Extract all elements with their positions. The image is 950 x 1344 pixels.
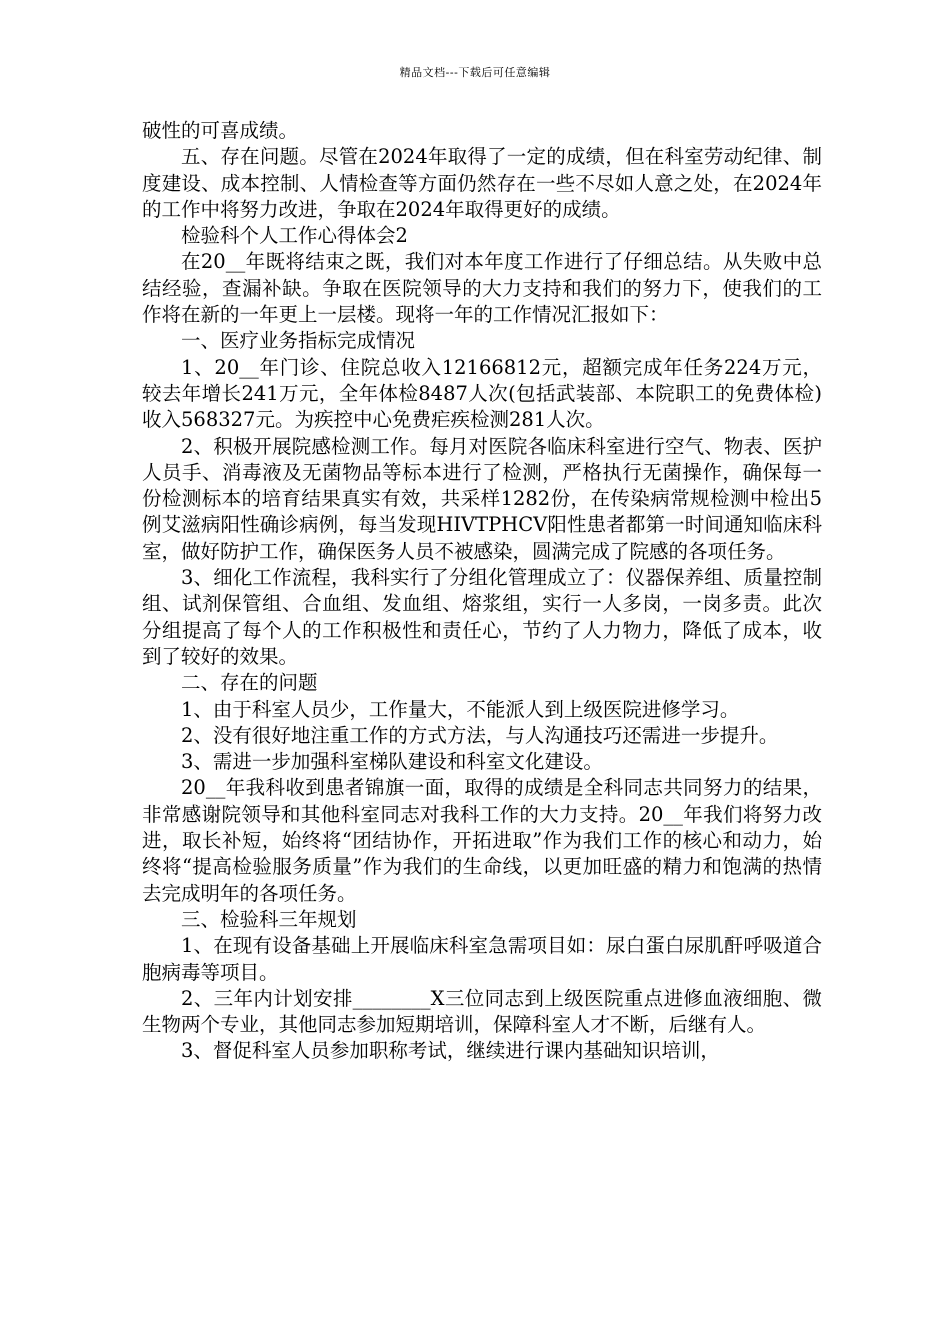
- paragraph: 3、细化工作流程，我科实行了分组化管理成立了：仪器保养组、质量控制组、试剂保管组、合血组、发血组、熔浆组，实行一人多岗，一岗多责。此次分组提高了每个人的工作积极性和责任心，节约了人力物力，降低了成本，收到了较好的效果。: [142, 566, 822, 668]
- paragraph: 1、由于科室人员少，工作量大，不能派人到上级医院进修学习。: [181, 697, 740, 721]
- page-header: 精品文档---下载后可任意编辑: [399, 66, 551, 79]
- section-heading: 三、检验科三年规划: [181, 907, 357, 931]
- paragraph: 在20__年既将结束之既，我们对本年度工作进行了仔细总结。从失败中总结经验，查漏补缺。争取在医院领导的大力支持和我们的努力下，使我们的工作将在新的一年更上一层楼。现将一年的工作情况汇报如下：: [142, 250, 822, 327]
- section-heading: 一、医疗业务指标完成情况: [181, 329, 416, 353]
- section-heading: 二、存在的问题: [181, 671, 318, 695]
- paragraph: 3、督促科室人员参加职称考试，继续进行课内基础知识培训，: [181, 1039, 720, 1063]
- paragraph: 1、20__年门诊、住院总收入12166812元，超额完成年任务224万元，较去年增长241万元，全年体检8487人次(包括武装部、本院职工的免费体检)收入568327元。为疾控中心免费疟疾检测281人次。: [142, 355, 822, 432]
- paragraph: 破性的可喜成绩。: [142, 119, 299, 142]
- paragraph: 3、需进一步加强科室梯队建设和科室文化建设。: [181, 750, 603, 774]
- paragraph: 2、积极开展院感检测工作。每月对医院各临床科室进行空气、物表、医护人员手、消毒液及无菌物品等标本进行了检测，严格执行无菌操作，确保每一份检测标本的培育结果真实有效，共采样1282份，在传染病常规检测中检出5例艾滋病阳性确诊病例，每当发现HIVTPHCV阳性患者都第一时间通知临床科室，做好防护工作，确保医务人员不被感染，圆满完成了院感的各项任务。: [142, 434, 822, 563]
- paragraph: 20__年我科收到患者锦旗一面，取得的成绩是全科同志共同努力的结果，非常感谢院领导和其他科室同志对我科工作的大力支持。20__年我们将努力改进，取长补短，始终将“团结协作，开拓进取”作为我们工作的核心和动力，始终将“提高检验服务质量”作为我们的生命线，以更加旺盛的精力和饱满的热情去完成明年的各项任务。: [142, 776, 822, 905]
- section-title: 检验科个人工作心得体会2: [181, 224, 408, 248]
- paragraph: 2、三年内计划安排________X三位同志到上级医院重点进修血液细胞、微生物两个专业，其他同志参加短期培训，保障科室人才不断，后继有人。: [142, 986, 822, 1037]
- paragraph: 1、在现有设备基础上开展临床科室急需项目如：尿白蛋白尿肌酐呼吸道合胞病毒等项目。: [142, 934, 822, 984]
- paragraph: 2、没有很好地注重工作的方式方法，与人沟通技巧还需进一步提升。: [181, 723, 779, 747]
- paragraph: 五、存在问题。尽管在2024年取得了一定的成绩，但在科室劳动纪律、制度建设、成本控制、人情检查等方面仍然存在一些不尽如人意之处，在2024年的工作中将努力改进，争取在2024年取得更好的成绩。: [142, 145, 822, 221]
- document-body: [142, 118, 822, 1065]
